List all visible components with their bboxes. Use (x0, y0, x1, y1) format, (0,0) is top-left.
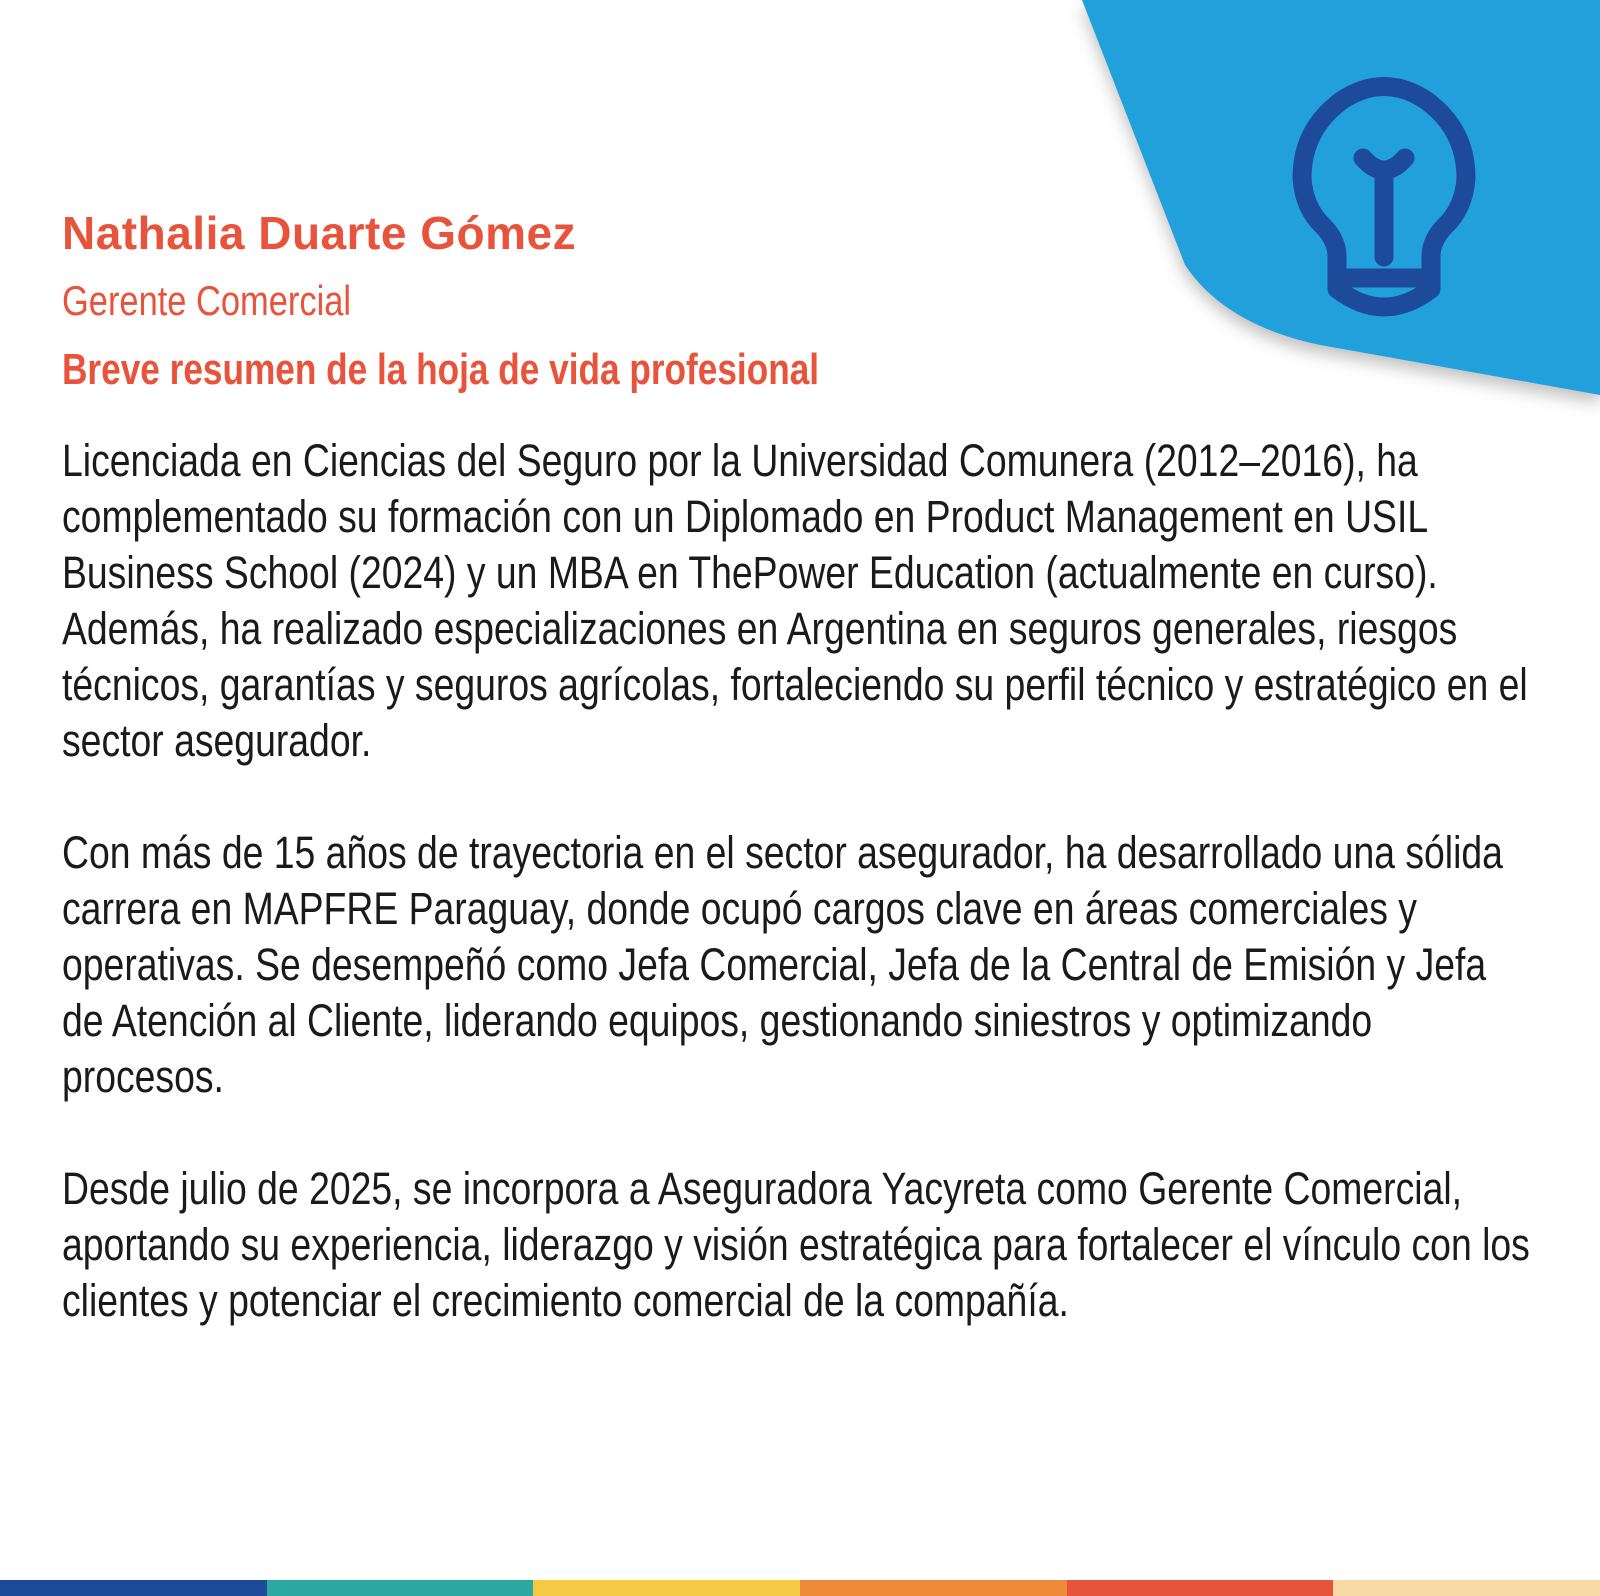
job-title: Gerente Comercial (62, 277, 352, 324)
summary-body (62, 433, 1531, 1329)
footer-segment (800, 1580, 1067, 1596)
footer-segment (0, 1580, 267, 1596)
profile-card (62, 205, 1532, 1329)
person-name: Nathalia Duarte Gómez (62, 207, 577, 259)
summary-paragraph-education: Licenciada en Ciencias del Seguro por la Universidad Comunera (2012–2016), ha complementado su formación con un Diplomado en Product Management en USIL Business School (2024) y un MBA en ThePower Education (actualmente en curso). Además, ha realizado especializaciones en Argentina en seguros generales, riesgos técnicos, garantías y seguros agrícolas, fortaleciendo su perfil técnico y estratégico en el sector asegurador. (62, 435, 1528, 766)
footer-color-bar (0, 1580, 1600, 1596)
footer-segment (1067, 1580, 1334, 1596)
summary-paragraph-career: Con más de 15 años de trayectoria en el sector asegurador, ha desarrollado una sólida carrera en MAPFRE Paraguay, donde ocupó cargos clave en áreas comerciales y operativas. Se desempeñó como Jefa Comercial, Jefa de la Central de Emisión y Jefa de Atención al Cliente, liderando equipos, gestionando siniestros y optimizando procesos. (62, 827, 1503, 1102)
summary-paragraph-current-role: Desde julio de 2025, se incorpora a Aseguradora Yacyreta como Gerente Comercial, aportando su experiencia, liderazgo y visión estratégica para fortalecer el vínculo con los clientes y potenciar el crecimiento comercial de la compañía. (62, 1163, 1530, 1326)
footer-segment (1333, 1580, 1600, 1596)
summary-heading: Breve resumen de la hoja de vida profesional (62, 345, 820, 394)
footer-segment (533, 1580, 800, 1596)
footer-segment (267, 1580, 534, 1596)
